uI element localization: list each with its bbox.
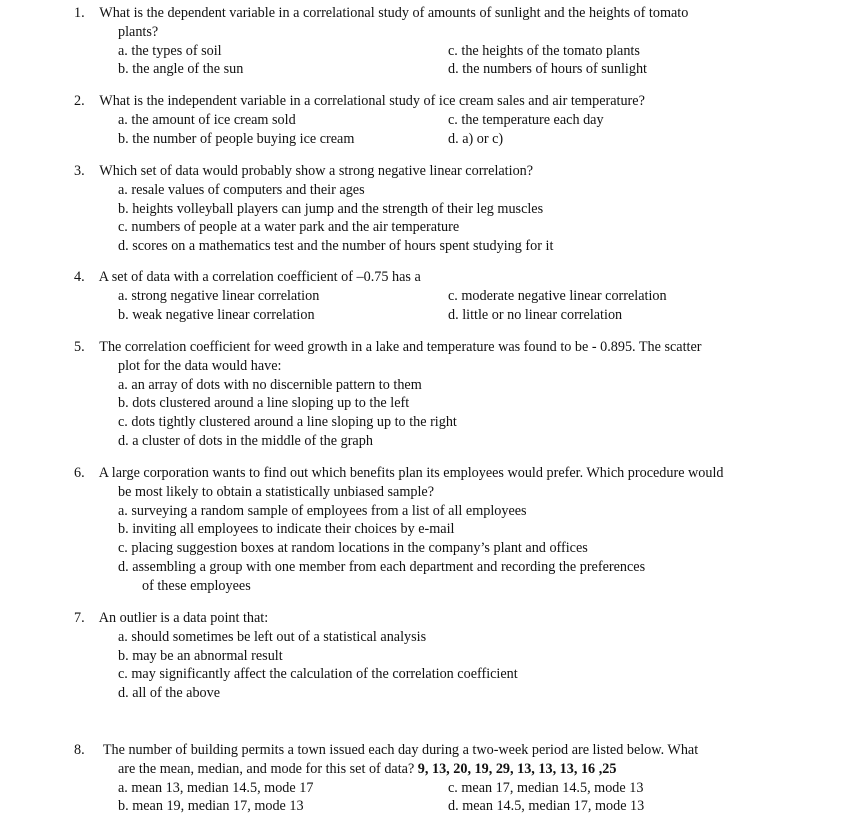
question-stem: 8. The number of building permits a town issued each day during a two-week period are listed below. What [74,742,699,758]
option-a: a. an array of dots with no discernible pattern to them [118,376,422,393]
option-c: c. the temperature each day [448,111,604,128]
option-c: c. the heights of the tomato plants [448,42,640,59]
option-b: b. may be an abnormal result [118,647,283,664]
option-d-continued: of these employees [142,577,251,594]
question-3 [74,162,796,256]
option-c: c. dots tightly clustered around a line sloping up to the right [118,414,457,431]
question-stem: 3. Which set of data would probably show a strong negative linear correlation? [74,163,534,179]
question-5 [74,338,796,451]
option-b: b. weak negative linear correlation [118,306,315,323]
question-stem: 1. What is the dependent variable in a correlational study of amounts of sunlight and the heights of tomato [74,5,689,21]
question-stem: 2. What is the independent variable in a correlational study of ice cream sales and air temperature? [74,93,645,109]
option-b: b. mean 19, median 17, mode 13 [118,798,304,815]
answer-options [96,779,796,817]
option-a: a. the amount of ice cream sold [118,111,296,128]
answer-options [96,42,796,80]
option-c: c. moderate negative linear correlation [448,287,667,304]
question-2 [74,92,796,148]
option-b: b. the number of people buying ice cream [118,130,355,147]
question-stem: 5. The correlation coefficient for weed growth in a lake and temperature was found to be - 0.895. The scatter [74,339,702,355]
answer-options [96,111,796,149]
option-b: b. dots clustered around a line sloping up to the left [118,395,410,412]
option-a: a. should sometimes be left out of a statistical analysis [118,628,427,645]
option-a: a. the types of soil [118,42,222,59]
option-a: a. resale values of computers and their ages [118,181,365,198]
question-stem-continued: are the mean, median, and mode for this set of data? 9, 13, 20, 19, 29, 13, 13, 13, 16 ,25 [118,760,617,777]
option-c: c. mean 17, median 14.5, mode 13 [448,779,644,796]
question-stem: 4. A set of data with a correlation coefficient of –0.75 has a [74,269,421,285]
option-b: b. heights volleyball players can jump and the strength of their leg muscles [118,200,544,217]
option-d: d. scores on a mathematics test and the number of hours spent studying for it [118,238,554,255]
option-a: a. strong negative linear correlation [118,287,320,304]
question-7 [74,609,796,703]
question-stem: 7. An outlier is a data point that: [74,610,269,626]
option-c: c. may significantly affect the calculation of the correlation coefficient [118,666,518,683]
question-4 [74,268,796,324]
option-d: d. assembling a group with one member from each department and recording the preferences [118,558,646,575]
data-values: 9, 13, 20, 19, 29, 13, 13, 13, 16 ,25 [417,760,617,777]
option-a: a. surveying a random sample of employees from a list of all employees [118,502,527,519]
option-d: d. a) or c) [448,130,504,147]
question-stem-continued: be most likely to obtain a statistically unbiased sample? [118,483,434,500]
answer-options [96,287,796,325]
option-d: d. mean 14.5, median 17, mode 13 [448,798,645,815]
question-stem: 6. A large corporation wants to find out which benefits plan its employees would prefer. Which procedure would [74,465,724,481]
option-c: c. numbers of people at a water park and the air temperature [118,219,460,236]
option-d: d. all of the above [118,685,221,702]
option-b: b. inviting all employees to indicate their choices by e-mail [118,521,455,538]
option-c: c. placing suggestion boxes at random locations in the company’s plant and offices [118,540,588,557]
option-d: d. a cluster of dots in the middle of the graph [118,432,373,449]
option-d: d. little or no linear correlation [448,306,623,323]
option-d: d. the numbers of hours of sunlight [448,61,647,78]
option-b: b. the angle of the sun [118,61,244,78]
option-a: a. mean 13, median 14.5, mode 17 [118,779,314,796]
question-6 [74,464,796,596]
question-stem-continued: plants? [118,23,159,40]
question-1 [74,4,796,79]
question-stem-continued: plot for the data would have: [118,357,282,374]
question-8 [74,741,796,816]
